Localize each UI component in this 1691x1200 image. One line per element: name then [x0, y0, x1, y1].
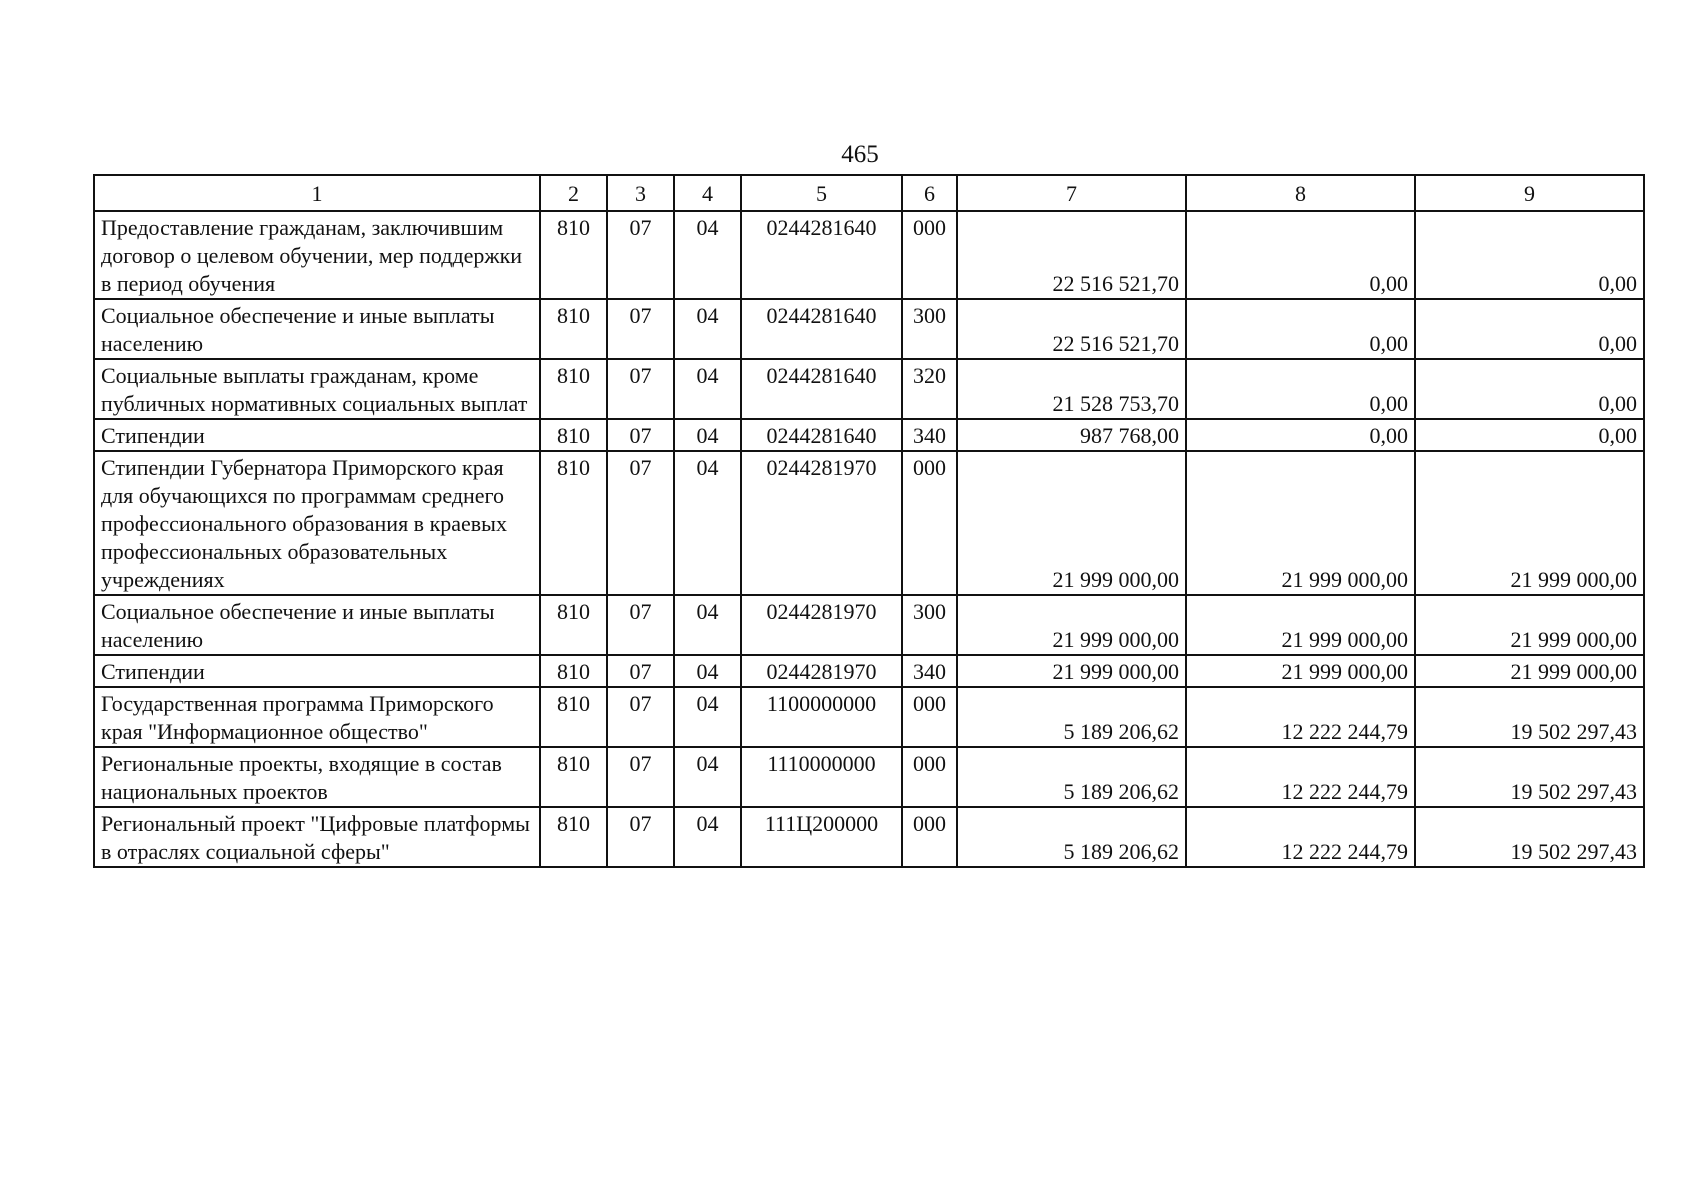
item-name: Государственная программа Приморского края "Информационное общество" — [94, 687, 540, 747]
section-code: 07 — [607, 451, 674, 595]
item-name: Социальные выплаты гражданам, кроме публичных нормативных социальных выплат — [94, 359, 540, 419]
amount-col-7: 5 189 206,62 — [957, 807, 1186, 867]
section-code: 07 — [607, 419, 674, 451]
target-article-code: 111Ц200000 — [741, 807, 902, 867]
table-row — [94, 359, 1644, 419]
amount-col-9: 21 999 000,00 — [1415, 451, 1644, 595]
column-header: 7 — [957, 175, 1186, 211]
section-code: 07 — [607, 687, 674, 747]
amount-col-8: 21 999 000,00 — [1186, 595, 1415, 655]
amount-col-7: 21 528 753,70 — [957, 359, 1186, 419]
amount-col-7: 987 768,00 — [957, 419, 1186, 451]
item-name: Социальное обеспечение и иные выплаты населению — [94, 595, 540, 655]
amount-col-9: 0,00 — [1415, 359, 1644, 419]
table-row — [94, 687, 1644, 747]
ministry-code: 810 — [540, 451, 607, 595]
amount-col-8: 0,00 — [1186, 359, 1415, 419]
item-name: Стипендии — [94, 655, 540, 687]
subsection-code: 04 — [674, 211, 741, 299]
amount-col-8: 21 999 000,00 — [1186, 655, 1415, 687]
ministry-code: 810 — [540, 807, 607, 867]
amount-col-8: 12 222 244,79 — [1186, 807, 1415, 867]
ministry-code: 810 — [540, 211, 607, 299]
column-header: 9 — [1415, 175, 1644, 211]
item-name: Региональный проект "Цифровые платформы в отраслях социальной сферы" — [94, 807, 540, 867]
budget-table — [93, 174, 1645, 868]
item-name: Социальное обеспечение и иные выплаты населению — [94, 299, 540, 359]
expense-type-code: 340 — [902, 419, 957, 451]
amount-col-9: 19 502 297,43 — [1415, 747, 1644, 807]
subsection-code: 04 — [674, 747, 741, 807]
subsection-code: 04 — [674, 687, 741, 747]
amount-col-7: 22 516 521,70 — [957, 299, 1186, 359]
column-header: 3 — [607, 175, 674, 211]
ministry-code: 810 — [540, 747, 607, 807]
subsection-code: 04 — [674, 419, 741, 451]
section-code: 07 — [607, 655, 674, 687]
column-header: 5 — [741, 175, 902, 211]
item-name: Стипендии — [94, 419, 540, 451]
ministry-code: 810 — [540, 419, 607, 451]
amount-col-8: 12 222 244,79 — [1186, 687, 1415, 747]
amount-col-9: 0,00 — [1415, 211, 1644, 299]
amount-col-7: 5 189 206,62 — [957, 747, 1186, 807]
subsection-code: 04 — [674, 655, 741, 687]
amount-col-7: 5 189 206,62 — [957, 687, 1186, 747]
table-row — [94, 419, 1644, 451]
page-number: 465 — [841, 141, 879, 168]
section-code: 07 — [607, 807, 674, 867]
ministry-code: 810 — [540, 687, 607, 747]
column-header: 6 — [902, 175, 957, 211]
expense-type-code: 000 — [902, 451, 957, 595]
column-header: 8 — [1186, 175, 1415, 211]
table-row — [94, 211, 1644, 299]
target-article-code: 0244281640 — [741, 299, 902, 359]
subsection-code: 04 — [674, 299, 741, 359]
table-row — [94, 747, 1644, 807]
table-row — [94, 451, 1644, 595]
table-row — [94, 655, 1644, 687]
section-code: 07 — [607, 211, 674, 299]
item-name: Стипендии Губернатора Приморского края для обучающихся по программам среднего профессионального образования в краевых профессиональных образовательных учреждениях — [94, 451, 540, 595]
expense-type-code: 320 — [902, 359, 957, 419]
amount-col-7: 21 999 000,00 — [957, 655, 1186, 687]
section-code: 07 — [607, 595, 674, 655]
table-row — [94, 595, 1644, 655]
subsection-code: 04 — [674, 595, 741, 655]
expense-type-code: 000 — [902, 211, 957, 299]
expense-type-code: 000 — [902, 747, 957, 807]
amount-col-7: 21 999 000,00 — [957, 451, 1186, 595]
subsection-code: 04 — [674, 359, 741, 419]
header-row — [94, 175, 1644, 211]
table-row — [94, 807, 1644, 867]
amount-col-8: 0,00 — [1186, 419, 1415, 451]
item-name: Региональные проекты, входящие в состав национальных проектов — [94, 747, 540, 807]
amount-col-9: 19 502 297,43 — [1415, 807, 1644, 867]
ministry-code: 810 — [540, 655, 607, 687]
subsection-code: 04 — [674, 451, 741, 595]
expense-type-code: 300 — [902, 595, 957, 655]
expense-type-code: 300 — [902, 299, 957, 359]
target-article-code: 0244281640 — [741, 419, 902, 451]
target-article-code: 0244281970 — [741, 595, 902, 655]
subsection-code: 04 — [674, 807, 741, 867]
amount-col-9: 19 502 297,43 — [1415, 687, 1644, 747]
table-row — [94, 299, 1644, 359]
amount-col-9: 21 999 000,00 — [1415, 655, 1644, 687]
amount-col-7: 21 999 000,00 — [957, 595, 1186, 655]
ministry-code: 810 — [540, 359, 607, 419]
amount-col-8: 0,00 — [1186, 299, 1415, 359]
expense-type-code: 340 — [902, 655, 957, 687]
amount-col-9: 0,00 — [1415, 299, 1644, 359]
expense-type-code: 000 — [902, 807, 957, 867]
column-header: 2 — [540, 175, 607, 211]
column-header: 4 — [674, 175, 741, 211]
target-article-code: 1100000000 — [741, 687, 902, 747]
section-code: 07 — [607, 359, 674, 419]
amount-col-7: 22 516 521,70 — [957, 211, 1186, 299]
target-article-code: 0244281640 — [741, 359, 902, 419]
target-article-code: 0244281970 — [741, 451, 902, 595]
amount-col-8: 12 222 244,79 — [1186, 747, 1415, 807]
section-code: 07 — [607, 299, 674, 359]
expense-type-code: 000 — [902, 687, 957, 747]
amount-col-8: 21 999 000,00 — [1186, 451, 1415, 595]
amount-col-8: 0,00 — [1186, 211, 1415, 299]
amount-col-9: 0,00 — [1415, 419, 1644, 451]
item-name: Предоставление гражданам, заключившим договор о целевом обучении, мер поддержки в период обучения — [94, 211, 540, 299]
ministry-code: 810 — [540, 595, 607, 655]
section-code: 07 — [607, 747, 674, 807]
target-article-code: 0244281970 — [741, 655, 902, 687]
target-article-code: 1110000000 — [741, 747, 902, 807]
amount-col-9: 21 999 000,00 — [1415, 595, 1644, 655]
ministry-code: 810 — [540, 299, 607, 359]
column-header: 1 — [94, 175, 540, 211]
target-article-code: 0244281640 — [741, 211, 902, 299]
